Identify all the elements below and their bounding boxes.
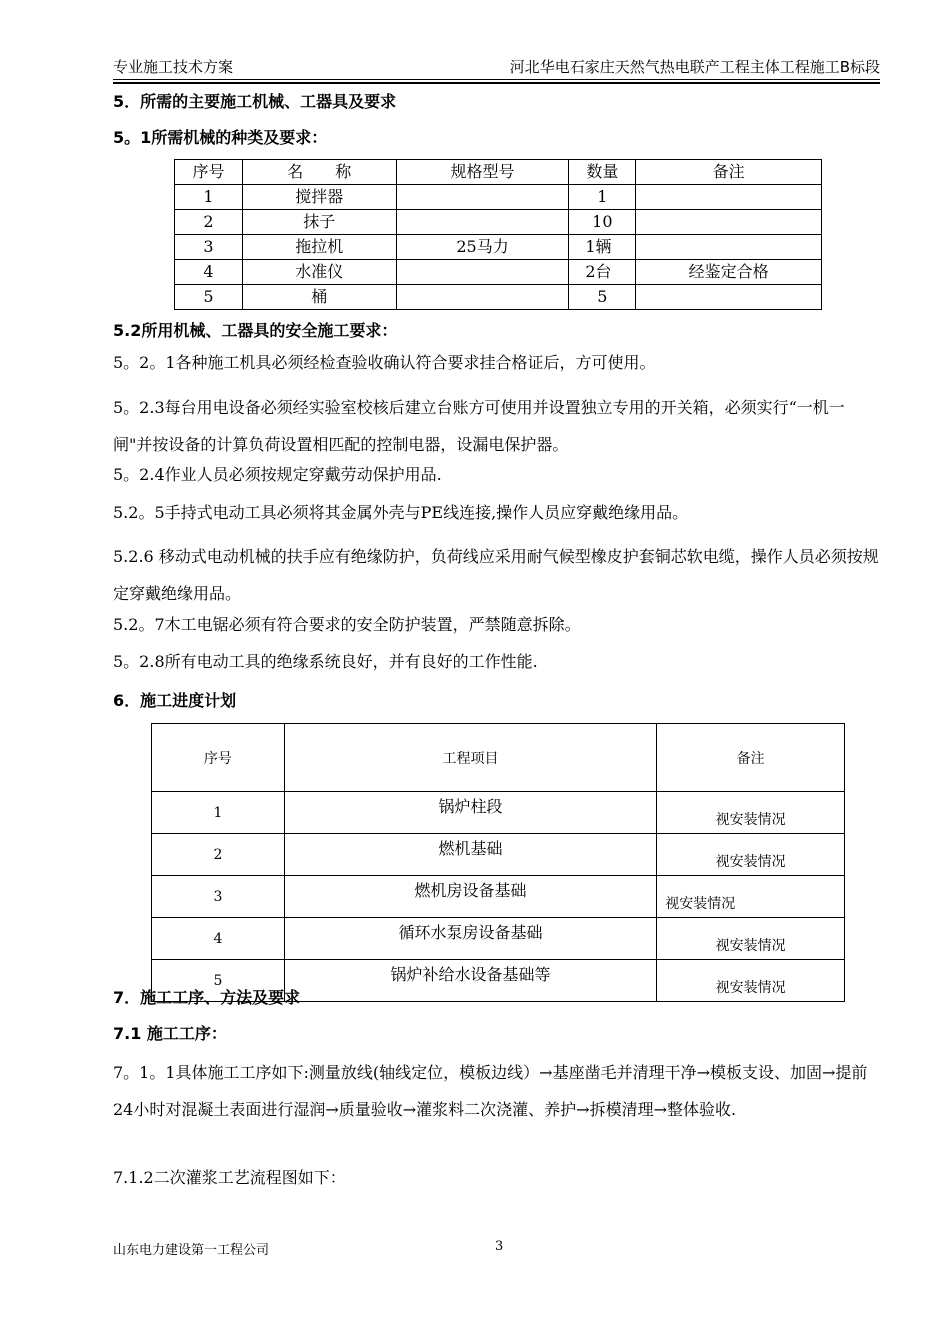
table-row: [175, 185, 822, 210]
table-cell: 5: [175, 285, 243, 310]
table-cell: 经鉴定合格: [636, 260, 822, 285]
table-cell: 1: [175, 185, 243, 210]
table-cell: 视安装情况: [657, 834, 845, 876]
table-cell: 10: [569, 210, 636, 235]
paragraph-5-2-6: 5.2.6 移动式电动机械的扶手应有绝缘防护，负荷线应采用耐气候型橡皮护套铜芯软电缆，操作人员必须按规定穿戴绝缘用品。: [113, 547, 879, 603]
header-rule-thin: [113, 79, 880, 80]
table-cell: [396, 185, 569, 210]
table-cell: 5: [152, 960, 285, 1002]
header-cell: 规格型号: [396, 160, 569, 185]
table-cell: 桶: [242, 285, 396, 310]
table-cell: 水准仪: [242, 260, 396, 285]
table-cell: 25马力: [396, 235, 569, 260]
header-cell: 工程项目: [284, 724, 656, 792]
table-cell: 循环水泵房设备基础: [284, 918, 656, 960]
table-cell: [396, 260, 569, 285]
paragraph-5-2-5: 5.2。5手持式电动工具必须将其金属外壳与PE线连接,操作人员应穿戴绝缘用品。: [113, 503, 689, 522]
header-cell: 备注: [636, 160, 822, 185]
table-row: [152, 918, 845, 960]
section-7-1-title: 7.1 施工工序：: [113, 1024, 227, 1043]
section-5-1-title: 5。1所需机械的种类及要求：: [113, 128, 328, 147]
table-cell: [636, 210, 822, 235]
table-row: [152, 792, 845, 834]
table-cell: 锅炉柱段: [284, 792, 656, 834]
table-cell: 视安装情况: [657, 918, 845, 960]
table-cell: 3: [152, 876, 285, 918]
paragraph-5-2-7: 5.2。7木工电锯必须有符合要求的安全防护装置，严禁随意拆除。: [113, 615, 581, 634]
header-cell: 序号: [175, 160, 243, 185]
table-row: [175, 210, 822, 235]
paragraph-5-2-8: 5。2.8所有电动工具的绝缘系统良好，并有良好的工作性能.: [113, 652, 538, 671]
paragraph-5-2-4: 5。2.4作业人员必须按规定穿戴劳动保护用品.: [113, 465, 442, 484]
table-cell: 拖拉机: [242, 235, 396, 260]
table-cell: 视安装情况: [657, 960, 845, 1002]
table-cell: 1辆: [569, 235, 636, 260]
page-number: 3: [495, 1239, 504, 1254]
table-cell: 1: [569, 185, 636, 210]
table-cell: 搅拌器: [242, 185, 396, 210]
footer-company: 山东电力建设第一工程公司: [113, 1243, 270, 1258]
schedule-table: [151, 723, 845, 1002]
table-cell: 3: [175, 235, 243, 260]
section-7-title: 7．施工工序、方法及要求: [113, 988, 301, 1007]
table-cell: 视安装情况: [657, 792, 845, 834]
table-cell: [636, 285, 822, 310]
paragraph-7-1-1: 7。1。1具体施工工序如下:测量放线(轴线定位，模板边线）→基座凿毛并清理干净→模板支设、加固→提前24小时对混凝土表面进行湿润→质量验收→灌浆料二次浇灌、养护→拆模清理→整体验收.: [113, 1063, 868, 1119]
header-rule-thick: [113, 82, 880, 84]
table-cell: 4: [152, 918, 285, 960]
table-cell: 锅炉补给水设备基础等: [284, 960, 656, 1002]
header-cell: 备注: [657, 724, 845, 792]
table-row: [175, 235, 822, 260]
section-5-title: 5．所需的主要施工机械、工器具及要求: [113, 92, 397, 111]
table-row: [175, 285, 822, 310]
table-row: [152, 876, 845, 918]
table-row: [152, 834, 845, 876]
section-6-title: 6．施工进度计划: [113, 691, 237, 710]
table-cell: 视安装情况: [657, 876, 845, 918]
header-cell: 数量: [569, 160, 636, 185]
table-cell: [636, 235, 822, 260]
table-cell: [396, 210, 569, 235]
header-cell: 名 称: [242, 160, 396, 185]
table-cell: 4: [175, 260, 243, 285]
table-header-row: [175, 160, 822, 185]
table-row: [175, 260, 822, 285]
paragraph-7-1-2: 7.1.2二次灌浆工艺流程图如下：: [113, 1168, 346, 1187]
table-cell: 1: [152, 792, 285, 834]
header-left: 专业施工技术方案: [113, 58, 234, 76]
header-right: 河北华电石家庄天然气热电联产工程主体工程施工B标段: [509, 58, 880, 76]
table-cell: 燃机房设备基础: [284, 876, 656, 918]
table-cell: 抹子: [242, 210, 396, 235]
paragraph-5-2-3: 5。2.3每台用电设备必须经实验室校核后建立台账方可使用并设置独立专用的开关箱，必须实行“一机一闸"并按设备的计算负荷设置相匹配的控制电器，设漏电保护器。: [113, 398, 845, 454]
table-cell: 2台: [569, 260, 636, 285]
table-cell: 5: [569, 285, 636, 310]
section-5-2-title: 5.2所用机械、工器具的安全施工要求：: [113, 321, 398, 340]
table-cell: 燃机基础: [284, 834, 656, 876]
table-cell: [396, 285, 569, 310]
paragraph-5-2-1: 5。2。1各种施工机具必须经检查验收确认符合要求挂合格证后，方可使用。: [113, 353, 656, 372]
table-cell: 2: [175, 210, 243, 235]
table-cell: 2: [152, 834, 285, 876]
header-cell: 序号: [152, 724, 285, 792]
table-cell: [636, 185, 822, 210]
table-header-row: [152, 724, 845, 792]
machinery-table: [174, 159, 822, 310]
